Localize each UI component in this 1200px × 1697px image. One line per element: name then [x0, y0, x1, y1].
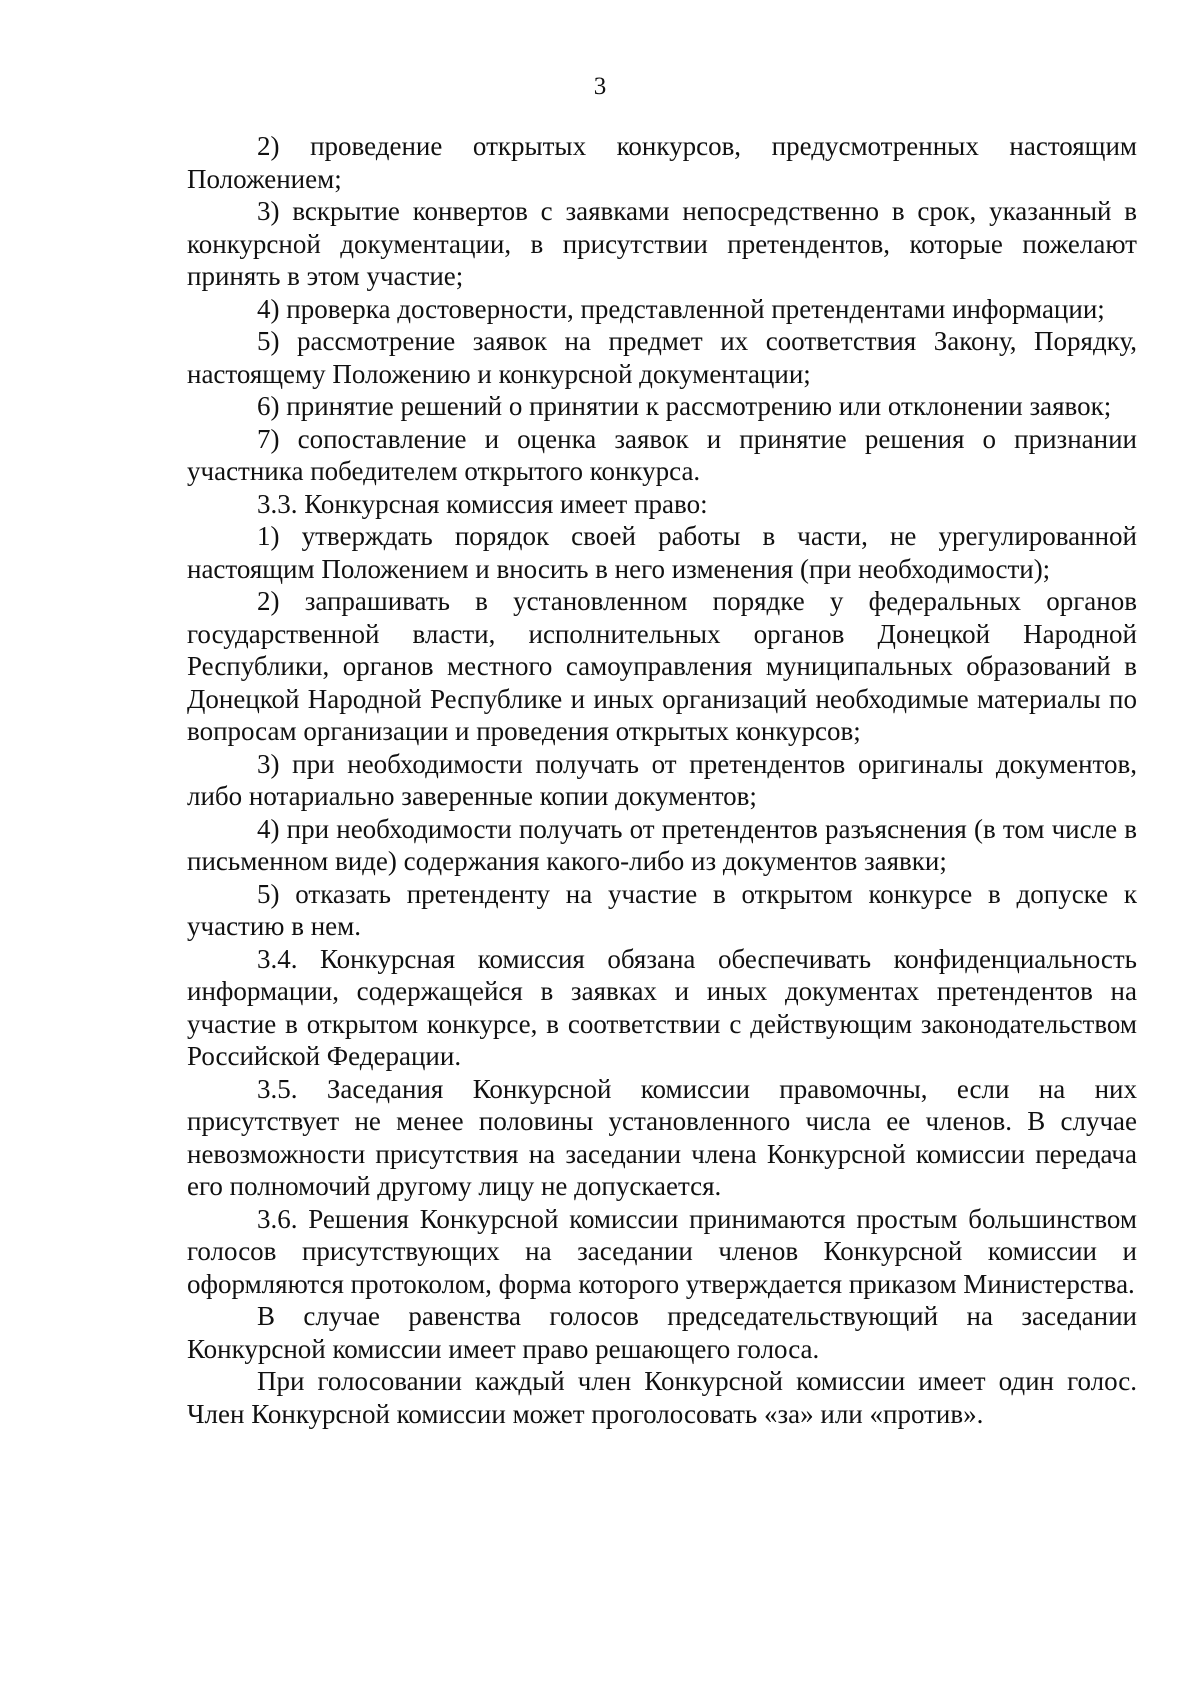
paragraph: 3) вскрытие конвертов с заявками непосредственно в срок, указанный в конкурсной документации, в присутствии претендентов, которые пожелают принять в этом участие; [187, 196, 1137, 291]
section-heading-3-3: 3.3. Конкурсная комиссия имеет право: [257, 488, 708, 519]
section-3-6: 3.6. Решения Конкурсной комиссии принимаются простым большинством голосов присутствующих на заседании членов Конкурсной комиссии и оформляются протоколом, форма которого утверждается приказом Министерства. [187, 1203, 1137, 1299]
paragraph: 4) при необходимости получать от претендентов разъяснения (в том числе в письменном виде) содержания какого-либо из документов заявки; [187, 813, 1137, 876]
paragraph: При голосовании каждый член Конкурсной комиссии имеет один голос. Член Конкурсной комиссии может проголосовать «за» или «против». [187, 1366, 1137, 1429]
paragraph: 6) принятие решений о принятии к рассмотрению или отклонении заявок; [257, 391, 1112, 421]
paragraph: 5) рассмотрение заявок на предмет их соответствия Закону, Порядку, настоящему Положению и конкурсной документации; [187, 326, 1137, 389]
paragraph: 2) проведение открытых конкурсов, предусмотренных настоящим Положением; [187, 131, 1137, 194]
document-body [187, 130, 1137, 1430]
page-number: 3 [593, 73, 607, 100]
paragraph: 3) при необходимости получать от претендентов оригиналы документов, либо нотариально заверенные копии документов; [187, 748, 1137, 811]
paragraph: В случае равенства голосов председательствующий на заседании Конкурсной комиссии имеет право решающего голоса. [187, 1301, 1137, 1364]
paragraph: 4) проверка достоверности, представленной претендентами информации; [257, 293, 1105, 324]
section-3-5: 3.5. Заседания Конкурсной комиссии правомочны, если на них присутствует не менее половины установленного числа ее членов. В случае невозможности присутствия на заседании члена Конкурсной комиссии передача его полномочий другому лицу не допускается. [187, 1073, 1137, 1201]
paragraph: 7) сопоставление и оценка заявок и принятие решения о признании участника победителем открытого конкурса. [187, 423, 1137, 486]
section-3-4: 3.4. Конкурсная комиссия обязана обеспечивать конфиденциальность информации, содержащейся в заявках и иных документах претендентов на участие в открытом конкурсе, в соответствии с действующим законодательством Российской Федерации. [187, 943, 1137, 1071]
paragraph: 2) запрашивать в установленном порядке у федеральных органов государственной власти, исполнительных органов Донецкой Народной Республики, органов местного самоуправления муниципальных образований в Донецкой Народной Республике и иных организаций необходимые материалы по вопросам организации и проведения открытых конкурсов; [187, 586, 1137, 746]
paragraph: 1) утверждать порядок своей работы в части, не урегулированной настоящим Положением и вносить в него изменения (при необходимости); [187, 521, 1137, 584]
paragraph: 5) отказать претенденту на участие в открытом конкурсе в допуске к участию в нем. [187, 878, 1137, 941]
